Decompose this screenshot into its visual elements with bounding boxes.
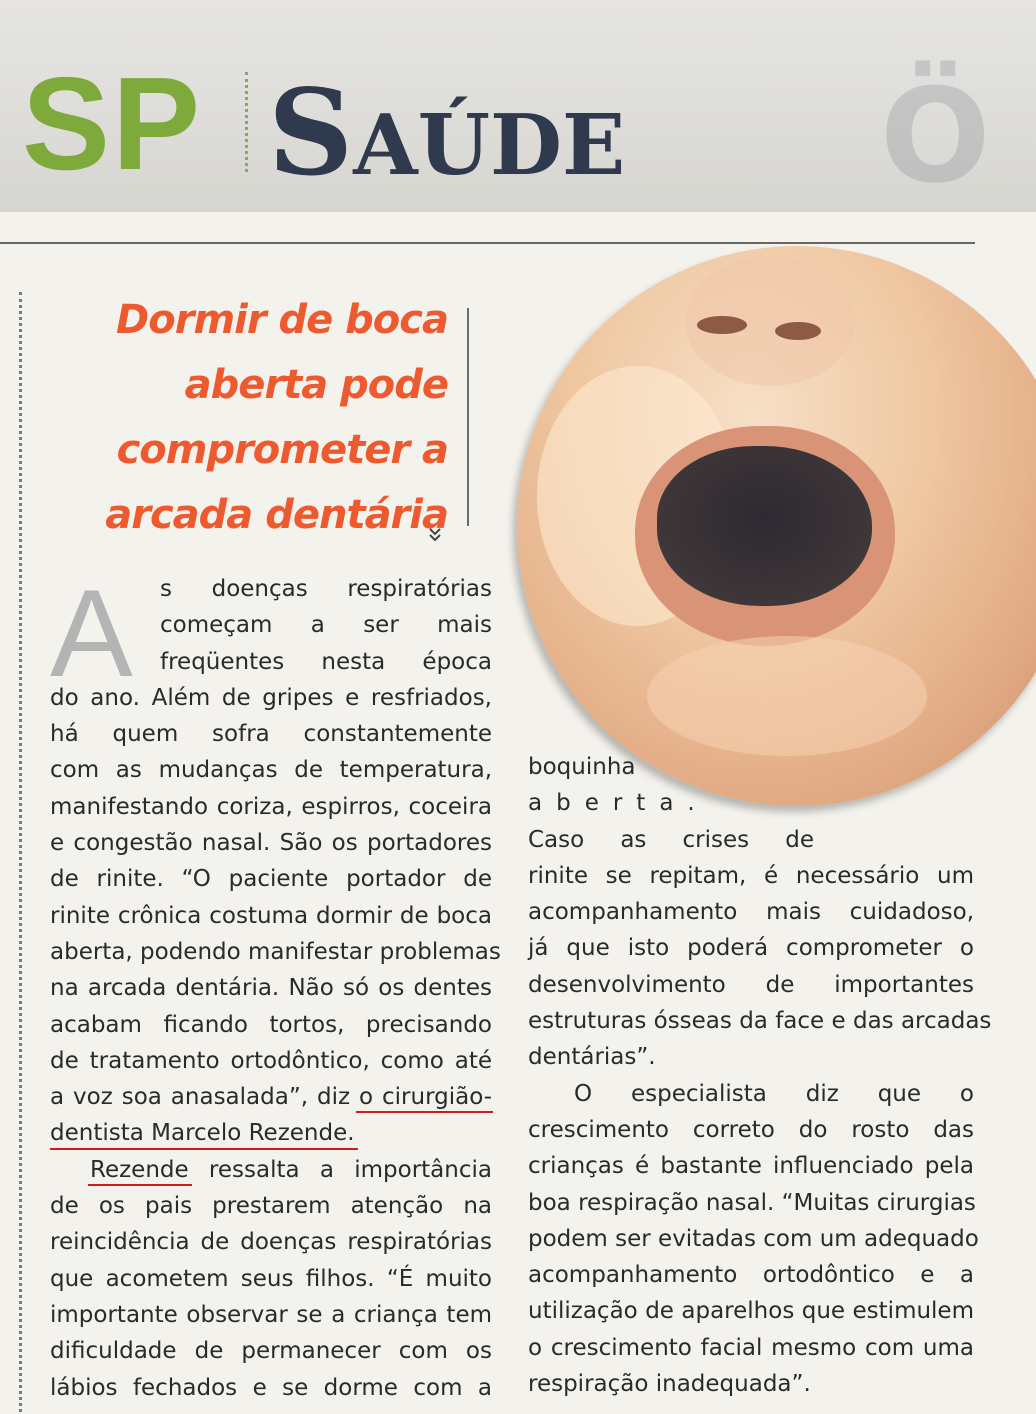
text-line: de os pais prestarem atenção na [50,1193,492,1220]
text-line: na arcada dentária. Não só os dentes [50,975,492,1002]
text-line: rinite se repitam, é necessário um [528,862,974,889]
text-line: boa respiração nasal. “Muitas cirurgias [528,1189,976,1216]
text-line: respiração inadequada”. [528,1371,811,1398]
text-line: de tratamento ortodôntico, como até [50,1047,492,1074]
text-line: desenvolvimento de importantes [528,971,974,998]
text-line: e congestão nasal. São os portadores [50,830,492,857]
text-line: rinite crônica costuma dormir de boca [50,902,492,929]
text-line: que acometem seus filhos. “É muito [50,1265,492,1292]
article-column-1 [50,565,501,1406]
text-line: começam a ser mais [160,612,492,639]
text-line: acompanhamento mais cuidadoso, [528,899,974,926]
headline-bar [467,308,469,526]
masthead-section: Saúde [268,63,626,202]
masthead-sp: SP [22,50,203,197]
text-line: reincidência de doenças respiratórias [50,1229,492,1256]
text-line: crianças é bastante influenciado pela [528,1153,974,1180]
text-line: já que isto poderá comprometer o [528,935,974,962]
top-rule [0,242,975,244]
headline-line: arcada dentária [105,492,448,538]
text-line: s doenças respiratórias [160,576,492,602]
headline-line: aberta pode [184,362,448,408]
text-line: utilização de aparelhos que estimulem [528,1298,974,1325]
baby-mouth-photo [517,246,1036,806]
chevron-down-icon [428,527,442,547]
text-line: importante observar se a criança tem [50,1301,492,1328]
background-ghost-lettering: Ö [880,60,995,212]
text-line: lábios fechados e se dorme com a [50,1374,492,1401]
masthead [0,0,1036,212]
highlight-underline [50,1148,358,1150]
text-line: acompanhamento ortodôntico e a [528,1262,974,1289]
text-line: acabam ficando tortos, precisando [50,1011,492,1038]
text-line: do ano. Além de gripes e resfriados, [50,684,492,711]
text-line: o crescimento facial mesmo com uma [528,1334,974,1361]
masthead-divider [245,72,248,172]
text-line: estruturas ósseas da face e das arcadas [528,1008,992,1035]
text-line: de rinite. “O paciente portador de [50,866,492,893]
highlight-underline [88,1184,192,1186]
headline-line: comprometer a [116,427,448,473]
text-line: dificuldade de permanecer com os [50,1338,492,1365]
text-line: Rezende ressalta a importância [90,1156,492,1183]
article-column-2 [528,749,992,1402]
headline [60,288,448,548]
text-line: há quem sofra constantemente [50,721,492,748]
text-line: dentista Marcelo Rezende. [50,1120,355,1147]
text-line: podem ser evitadas com um adequado [528,1225,979,1252]
drop-cap: A [50,565,133,703]
text-line: boquinha [528,754,636,780]
text-line: com as mudanças de temperatura, [50,757,492,784]
text-line: freqüentes nesta época [160,648,492,675]
text-line: O especialista diz que o [574,1080,974,1107]
highlight-underline [356,1111,493,1113]
left-dotted-rule [19,292,22,1412]
text-line: crescimento correto do rosto das [528,1116,974,1143]
text-line: Caso as crises de [528,826,814,853]
headline-line: Dormir de boca [116,297,448,343]
text-line: a voz soa anasalada”, diz o cirurgião- [50,1084,492,1111]
text-line: dentárias”. [528,1044,656,1071]
text-line: manifestando coriza, espirros, coceira [50,793,492,820]
text-line: aberta, podendo manifestar problemas [50,938,501,965]
text-line: aberta. [528,790,709,817]
